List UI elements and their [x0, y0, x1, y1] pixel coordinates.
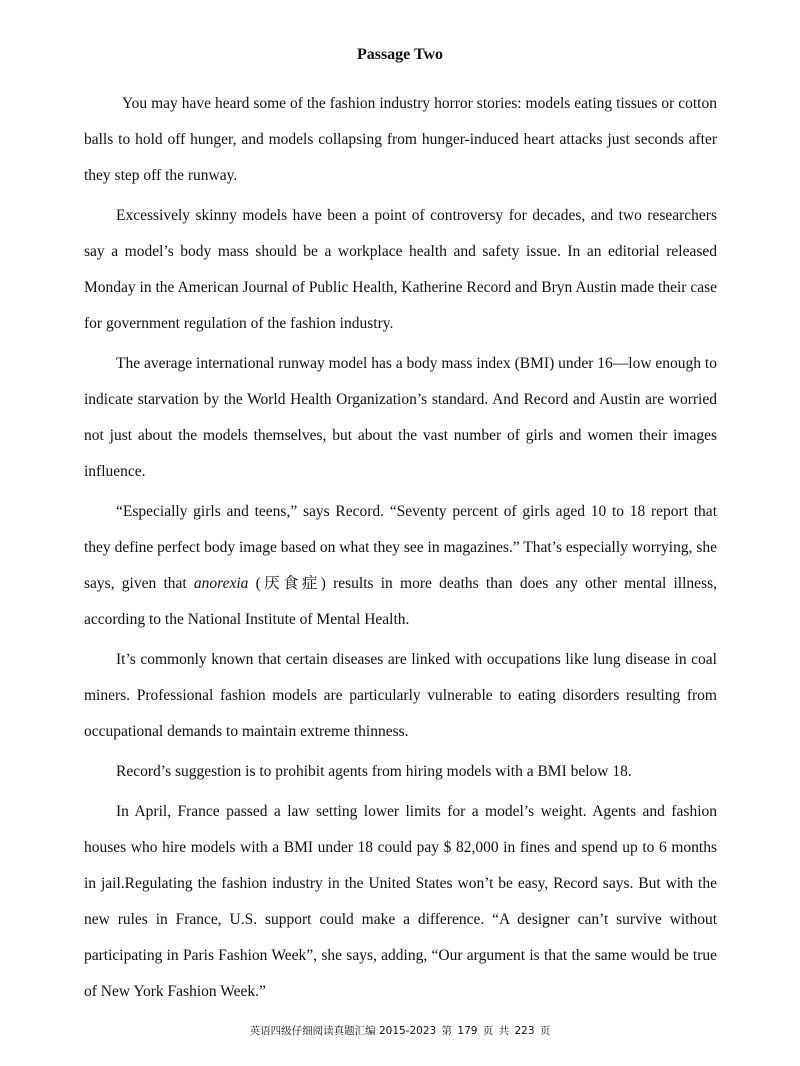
paragraph-6: Record’s suggestion is to prohibit agents from hiring models with a BMI below 18.	[116, 763, 632, 780]
paragraph-4	[84, 494, 717, 638]
page-footer	[0, 1023, 800, 1038]
anorexia-term: anorexia	[193, 575, 249, 592]
footer-page-label: 第	[441, 1025, 453, 1037]
footer-book-title: 英语四级仔细阅读真题汇编 2015-2023	[249, 1025, 437, 1037]
paragraph-4-after: (厌食症) results in more deaths than does any other mental illness, according to the National Institute of Mental Health.	[84, 575, 717, 628]
paragraph-5: It’s commonly known that certain diseases are linked with occupations like lung disease in coal miners. Professional fashion models are particularly vulnerable to eating disorders resulting from occupational demands to maintain extreme thinness.	[84, 651, 717, 740]
paragraph-3: The average international runway model has a body mass index (BMI) under 16—low enough to indicate starvation by the World Health Organization’s standard. And Record and Austin are worried not just about the models themselves, but about the vast number of girls and women their images influence.	[84, 355, 717, 480]
paragraph-4-before: “Especially girls and teens,” says Record. “Seventy percent of girls aged 10 to 18 report that they define perfect body image based on what they see in magazines.” That’s especially worrying, she says, given that	[84, 503, 717, 592]
footer-page-unit: 页	[482, 1025, 494, 1037]
paragraph-7: In April, France passed a law setting lower limits for a model’s weight. Agents and fashion houses who hire models with a BMI under 18 could pay $ 82,000 in fines and spend up to 6 months in jail.Regulating the fashion industry in the United States won’t be easy, Record says. But with the new rules in France, U.S. support could make a difference. “A designer can’t survive without participating in Paris Fashion Week”, she says, adding, “Our argument is that the same would be true of New York Fashion Week.”	[84, 803, 717, 1000]
passage-body	[84, 86, 717, 1014]
passage-title: Passage Two	[356, 46, 444, 63]
footer-page-number: 179	[457, 1025, 478, 1037]
footer-total-pages: 223	[514, 1025, 535, 1037]
paragraph-1: You may have heard some of the fashion industry horror stories: models eating tissues or cotton balls to hold off hunger, and models collapsing from hunger-induced heart attacks just seconds after they step off the runway.	[84, 95, 717, 184]
footer-total-unit: 页	[539, 1025, 551, 1037]
paragraph-2: Excessively skinny models have been a point of controversy for decades, and two researchers say a model’s body mass should be a workplace health and safety issue. In an editorial released Monday in the American Journal of Public Health, Katherine Record and Bryn Austin made their case for government regulation of the fashion industry.	[84, 207, 717, 332]
footer-total-label: 共	[498, 1025, 510, 1037]
